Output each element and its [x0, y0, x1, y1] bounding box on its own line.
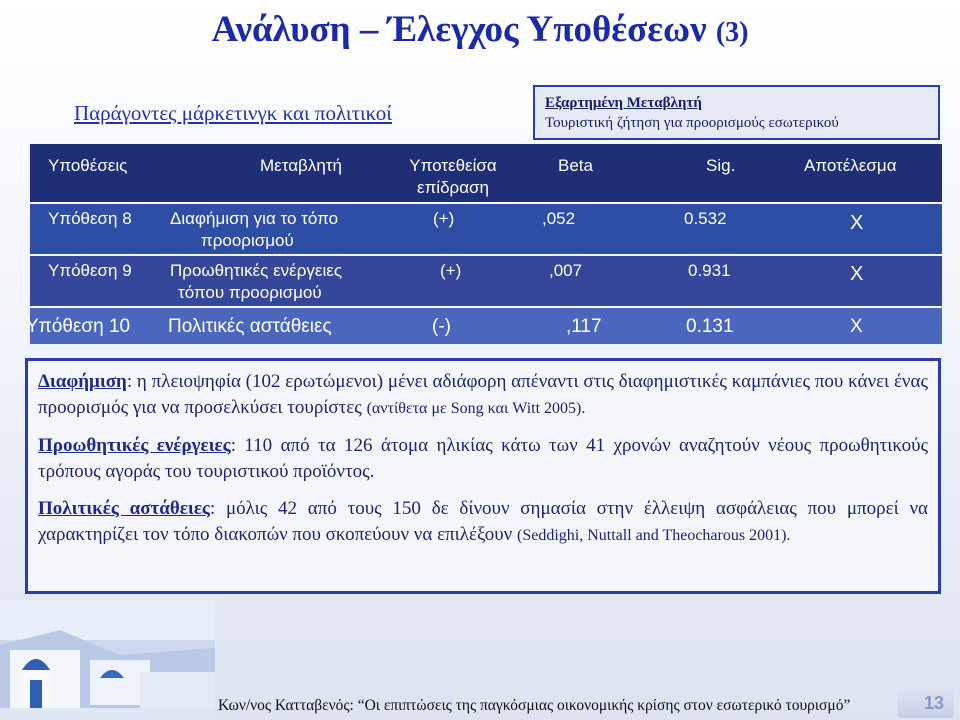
finding-key: Διαφήμιση [38, 371, 127, 392]
table-row [30, 256, 942, 306]
table-row [30, 204, 942, 254]
finding-advertising [38, 369, 928, 422]
dependent-variable-heading: Εξαρτημένη Μεταβλητή [545, 95, 702, 111]
cell-sig: 0.931 [688, 261, 731, 280]
table-row [26, 308, 942, 344]
dependent-variable-text: Τουριστική ζήτηση για προορισμούς εσωτερικού [545, 115, 839, 131]
cell-beta: ,007 [549, 261, 583, 280]
footer-citation: Κων/νος Κατταβενός: “Οι επιπτώσεις της παγκόσμιας οικονομικής κρίσης στον εσωτερικό τουρισμό” [218, 697, 851, 714]
cell-hypothesis: Υπόθεση 8 [48, 209, 132, 228]
header-beta: Beta [558, 156, 593, 175]
hypotheses-table [26, 144, 942, 342]
header-effect: επίδραση [417, 178, 489, 197]
finding-text: : 110 από τα 126 άτομα ηλικίας κάτω των 41 χρονών αναζητούν νέους προωθητικούς τρόπους αγοράς του τουριστικού προϊόντος. [38, 435, 929, 482]
header-sig: Sig. [706, 156, 736, 175]
cell-variable-line2: τόπου προορισμού [178, 283, 322, 302]
slide-title [0, 8, 960, 51]
finding-promotion [38, 433, 928, 485]
finding-political [38, 496, 928, 549]
cell-result: X [850, 316, 863, 337]
title-main: Ανάλυση – Έλεγχος Υποθέσεων [211, 9, 707, 50]
cell-result: X [850, 263, 864, 285]
cell-variable-line1: Προωθητικές ενέργειες [170, 261, 343, 280]
santorini-photo [0, 600, 215, 720]
cell-sig: 0.131 [686, 316, 734, 337]
header-variable: Μεταβλητή [260, 156, 342, 175]
header-assumed: Υποτεθείσα [409, 156, 497, 175]
cell-beta: ,117 [566, 316, 602, 337]
finding-key: Πολιτικές αστάθειες [38, 498, 210, 519]
header-result: Αποτέλεσμα [804, 156, 897, 175]
finding-key: Προωθητικές ενέργειες [38, 435, 231, 456]
cell-beta: ,052 [542, 209, 576, 228]
cell-result: X [850, 212, 864, 234]
finding-text: : η πλειοψηφία (102 ερωτώμενοι) μένει αδιάφορη απέναντι στις διαφημιστικές καμπάνιες που κάνει ένας προορισμός για να προσελκύσει τουρίστες [38, 371, 928, 418]
cell-hypothesis: Υπόθεση 9 [48, 261, 132, 280]
finding-text: : μόλις 42 από τους 150 δε δίνουν σημασία στην έλλειψη ασφάλειας που μπορεί να χαρακτηρίζει τον τόπο διακοπών που σκοπεύουν να επιλέξουν [38, 498, 928, 545]
header-hypotheses: Υποθέσεις [48, 156, 128, 175]
cell-effect: (+) [440, 261, 462, 280]
title-number: (3) [715, 17, 749, 48]
cell-variable-line2: προορισμού [201, 231, 294, 250]
cell-hypothesis: Υπόθεση 10 [26, 316, 131, 337]
finding-reference: (αντίθετα με Song και Witt 2005). [366, 400, 586, 417]
cell-variable-line1: Πολιτικές αστάθειες [168, 316, 332, 337]
cell-sig: 0.532 [684, 209, 727, 228]
cell-variable-line1: Διαφήμιση για το τόπο [170, 209, 339, 228]
finding-reference: (Seddighi, Nuttall and Theocharous 2001). [516, 527, 791, 544]
cell-effect: (-) [432, 316, 451, 337]
section-subtitle: Παράγοντες μάρκετινγκ και πολιτικοί [74, 101, 392, 125]
page-number: 13 [898, 688, 954, 718]
table-header-row [30, 144, 942, 202]
cell-effect: (+) [433, 209, 455, 228]
findings-panel [25, 358, 941, 594]
dependent-variable-box [533, 85, 940, 140]
